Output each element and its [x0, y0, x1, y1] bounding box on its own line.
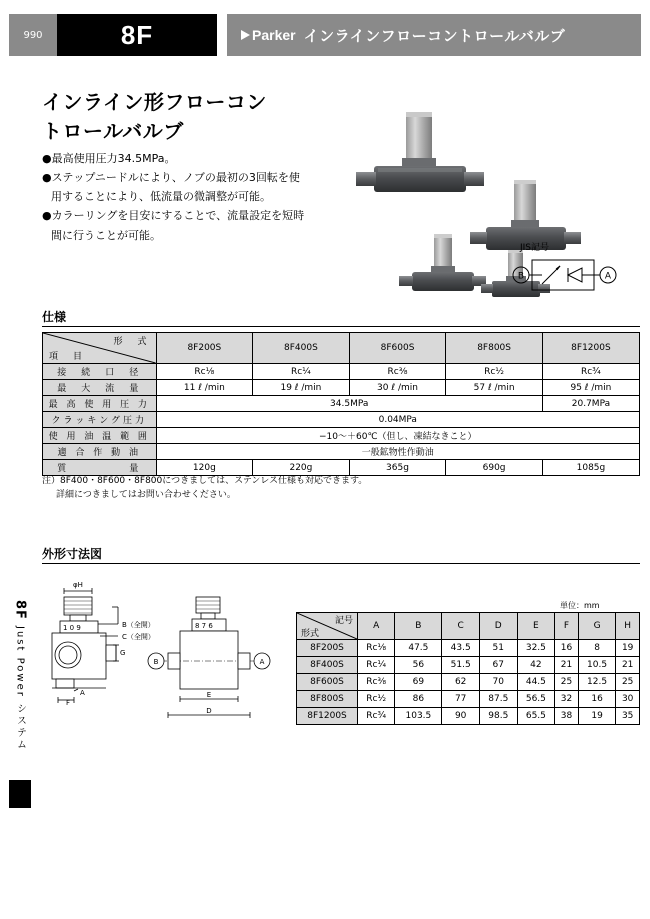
spec-col-header: 8F400S	[253, 333, 350, 364]
spec-col-header: 8F200S	[156, 333, 253, 364]
dim-cell: 30	[616, 691, 640, 708]
dim-cell: 19	[578, 708, 616, 725]
spec-cell: Rc⅜	[349, 364, 446, 380]
dim-cell: 38	[555, 708, 579, 725]
svg-text:B（全開）: B（全開）	[122, 621, 155, 629]
feature-item: 用することにより、低流量の微調整が可能。	[51, 190, 271, 204]
dim-cell: Rc½	[358, 691, 395, 708]
svg-text:B: B	[517, 271, 525, 282]
dim-cell: 44.5	[517, 674, 555, 691]
spec-col-header: 8F800S	[446, 333, 543, 364]
spec-corner-bottom: 項 目	[49, 352, 86, 362]
svg-text:A: A	[80, 689, 85, 697]
dim-cell: 67	[479, 657, 517, 674]
dim-cell: 32	[555, 691, 579, 708]
svg-text:B: B	[153, 658, 159, 666]
dim-cell: 98.5	[479, 708, 517, 725]
spec-cell: 220g	[253, 460, 350, 476]
dim-cell: 47.5	[395, 640, 442, 657]
dim-model: 8F1200S	[297, 708, 358, 725]
parker-logo	[241, 27, 296, 43]
spec-cell: 20.7MPa	[542, 396, 639, 412]
dim-cell: 8	[578, 640, 616, 657]
spec-cell: Rc⅛	[156, 364, 253, 380]
dim-col-header: G	[578, 613, 616, 640]
table-row	[43, 333, 640, 364]
spec-cell: 690g	[446, 460, 543, 476]
dim-cell: 86	[395, 691, 442, 708]
spec-row-label: クラッキング圧力	[43, 412, 157, 428]
specification-table	[42, 332, 640, 476]
dim-cell: 70	[479, 674, 517, 691]
dim-cell: 16	[578, 691, 616, 708]
feature-list	[42, 150, 310, 246]
spec-cell: 120g	[156, 460, 253, 476]
dim-cell: 51.5	[442, 657, 480, 674]
dim-cell: 90	[442, 708, 480, 725]
spec-cell: 34.5MPa	[156, 396, 542, 412]
dim-cell: 25	[616, 674, 640, 691]
dim-cell: 87.5	[479, 691, 517, 708]
svg-text:G: G	[120, 649, 126, 657]
spec-cell: Rc¾	[542, 364, 639, 380]
dim-cell: 42	[517, 657, 555, 674]
spec-row-label: 質 量	[43, 460, 157, 476]
table-row	[43, 380, 640, 396]
dim-col-header: A	[358, 613, 395, 640]
arrow-icon	[241, 30, 250, 40]
table-row	[297, 613, 640, 640]
section-heading-outline: 外形寸法図	[42, 547, 103, 561]
spec-cell: 一般鉱物性作動油	[156, 444, 639, 460]
spec-cell: 57 ℓ /min	[446, 380, 543, 396]
dim-cell: 21	[555, 657, 579, 674]
dim-table-unit: 単位：mm	[560, 601, 600, 610]
svg-text:A: A	[259, 658, 265, 666]
spec-cell: 30 ℓ /min	[349, 380, 446, 396]
dim-cell: 12.5	[578, 674, 616, 691]
dim-col-header: E	[517, 613, 555, 640]
page-header	[0, 14, 650, 56]
note-line: 詳細につきましてはお問い合わせください。	[56, 490, 236, 501]
page-title	[42, 88, 312, 146]
feature-item: 間に行うことが可能。	[51, 228, 161, 242]
spec-cell: 0.04MPa	[156, 412, 639, 428]
table-row	[43, 412, 640, 428]
dim-cell: 35	[616, 708, 640, 725]
section-rule	[42, 326, 640, 327]
table-row	[43, 444, 640, 460]
jis-symbol	[512, 256, 620, 296]
product-code-box	[57, 14, 217, 56]
feature-item: ●カラーリングを目安にすることで、流量設定を短時	[42, 209, 305, 223]
page-number: 990	[23, 29, 43, 41]
svg-text:8 7 6: 8 7 6	[195, 622, 213, 630]
table-row	[297, 640, 640, 657]
side-tab-text: Just Power システム	[14, 625, 26, 751]
table-row	[43, 364, 640, 380]
dim-col-header: D	[479, 613, 517, 640]
dim-cell: 62	[442, 674, 480, 691]
dim-model: 8F200S	[297, 640, 358, 657]
table-row	[43, 396, 640, 412]
svg-text:F: F	[66, 699, 71, 707]
dim-cell: 16	[555, 640, 579, 657]
dim-model: 8F800S	[297, 691, 358, 708]
spec-cell: 11 ℓ /min	[156, 380, 253, 396]
dim-cell: 19	[616, 640, 640, 657]
section-rule	[42, 563, 640, 564]
dim-model: 8F600S	[297, 674, 358, 691]
dim-cell: Rc⅛	[358, 640, 395, 657]
svg-text:A: A	[604, 271, 612, 282]
dim-cell: 25	[555, 674, 579, 691]
spec-cell: −10〜＋60℃（但し、凍結なきこと）	[156, 428, 639, 444]
brand-name: Parker	[252, 27, 296, 43]
dim-cell: 77	[442, 691, 480, 708]
dim-corner-top: 記号	[334, 616, 353, 626]
spec-notes	[42, 474, 522, 503]
table-row	[297, 691, 640, 708]
dimension-drawing	[30, 575, 285, 760]
spec-row-label: 最 高 使 用 圧 力	[43, 396, 157, 412]
feature-item: ●ステップニードルにより、ノブの最初の3回転を使	[42, 171, 300, 185]
spec-corner-top: 形 式	[113, 337, 150, 347]
spec-row-label: 最 大 流 量	[43, 380, 157, 396]
spec-cell: 95 ℓ /min	[542, 380, 639, 396]
header-title: インラインフローコントロールバルブ	[303, 26, 566, 45]
dim-corner-bottom: 形式	[301, 629, 320, 639]
dim-cell: 103.5	[395, 708, 442, 725]
dim-cell: 56	[395, 657, 442, 674]
dim-col-header: B	[395, 613, 442, 640]
dim-cell: 21	[616, 657, 640, 674]
page-title-line2: トロールバルブ	[42, 119, 184, 143]
page-number-box	[9, 14, 57, 56]
dim-cell: 65.5	[517, 708, 555, 725]
svg-text:C（全開）: C（全開）	[122, 633, 155, 641]
spec-cell: 1085g	[542, 460, 639, 476]
header-title-box	[227, 14, 641, 56]
spec-row-label: 使 用 油 温 範 囲	[43, 428, 157, 444]
table-row	[43, 428, 640, 444]
dim-cell: 43.5	[442, 640, 480, 657]
dim-cell: 56.5	[517, 691, 555, 708]
dim-cell: 51	[479, 640, 517, 657]
svg-text:D: D	[206, 707, 212, 715]
dim-model: 8F400S	[297, 657, 358, 674]
page-title-line1: インライン形フローコン	[42, 90, 267, 114]
svg-text:1 0 9: 1 0 9	[63, 624, 81, 632]
feature-item: ●最高使用圧力34.5MPa。	[42, 152, 176, 165]
spec-cell: Rc¼	[253, 364, 350, 380]
svg-text:E: E	[206, 691, 212, 699]
dimension-table	[296, 612, 640, 725]
dim-cell: 32.5	[517, 640, 555, 657]
table-row	[297, 657, 640, 674]
jis-symbol-label: JIS記号	[520, 243, 550, 253]
section-heading-spec: 仕様	[42, 310, 67, 324]
dim-cell: Rc⅜	[358, 674, 395, 691]
spec-col-header: 8F600S	[349, 333, 446, 364]
spec-corner-cell	[43, 333, 157, 364]
dim-cell: Rc¼	[358, 657, 395, 674]
spec-row-label: 接 続 口 径	[43, 364, 157, 380]
dim-cell: 10.5	[578, 657, 616, 674]
dim-corner-cell	[297, 613, 358, 640]
product-code: 8F	[120, 19, 154, 50]
svg-text:φH: φH	[73, 581, 83, 589]
table-row	[297, 674, 640, 691]
note-line: 注）8F400・8F600・8F800につきましては、ステンレス仕様も対応できます。	[42, 476, 368, 486]
side-black-marker	[9, 780, 31, 808]
side-tab	[9, 600, 31, 780]
table-row	[297, 708, 640, 725]
spec-col-header: 8F1200S	[542, 333, 639, 364]
spec-cell: 19 ℓ /min	[253, 380, 350, 396]
dim-col-header: H	[616, 613, 640, 640]
spec-cell: 365g	[349, 460, 446, 476]
spec-row-label: 適 合 作 動 油	[43, 444, 157, 460]
side-tab-code: 8F	[12, 600, 28, 620]
spec-cell: Rc½	[446, 364, 543, 380]
dim-cell: 69	[395, 674, 442, 691]
dim-col-header: F	[555, 613, 579, 640]
dim-cell: Rc¾	[358, 708, 395, 725]
dim-col-header: C	[442, 613, 480, 640]
